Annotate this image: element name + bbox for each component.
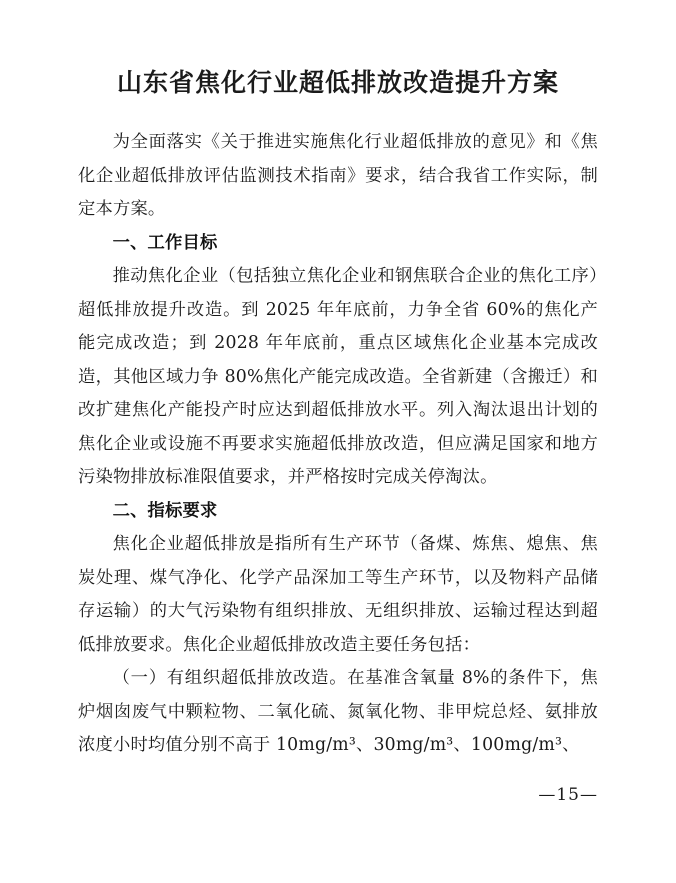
section-heading-index-requirements: 二、指标要求 — [112, 500, 218, 521]
paragraph-index-requirements: 焦化企业超低排放是指所有生产环节（备煤、炼焦、熄焦、焦炭处理、煤气净化、化学产品深加工等生产环节，以及物料产品储存运输）的大气污染物有组织排放、无组织排放、运输过程达到超低排放要求。焦化企业超低排放改造主要任务包括： — [78, 534, 598, 655]
paragraph-intro: 为全面落实《关于推进实施焦化行业超低排放的意见》和《焦化企业超低排放评估监测技术指南》要求，结合我省工作实际，制定本方案。 — [78, 132, 598, 219]
section-heading-work-goals: 一、工作目标 — [112, 232, 218, 253]
page-title: 山东省焦化行业超低排放改造提升方案 — [116, 68, 559, 97]
document-content — [78, 66, 598, 763]
page-number: —15— — [538, 785, 598, 805]
paragraph-work-goals: 推动焦化企业（包括独立焦化企业和钢焦联合企业的焦化工序）超低排放提升改造。到 2025 年年底前，力争全省 60%的焦化产能完成改造；到 2028 年年底前，重点区域焦化企业基本完成改造，其他区域力争 80%焦化产能完成改造。全省新建（含搬迁）和改扩建焦化产能投产时应达到超低排放水平。列入淘汰退出计划的焦化企业或设施不再要求实施超低排放改造，但应满足国家和地方污染物排放标准限值要求，并严格按时完成关停淘汰。 — [78, 266, 598, 487]
paragraph-organized-emission: （一）有组织超低排放改造。在基准含氧量 8%的条件下，焦炉烟囱废气中颗粒物、二氧化硫、氮氧化物、非甲烷总烃、氨排放浓度小时均值分别不高于 10mg/m³、30mg/m³、100mg/m³、 — [78, 668, 598, 755]
